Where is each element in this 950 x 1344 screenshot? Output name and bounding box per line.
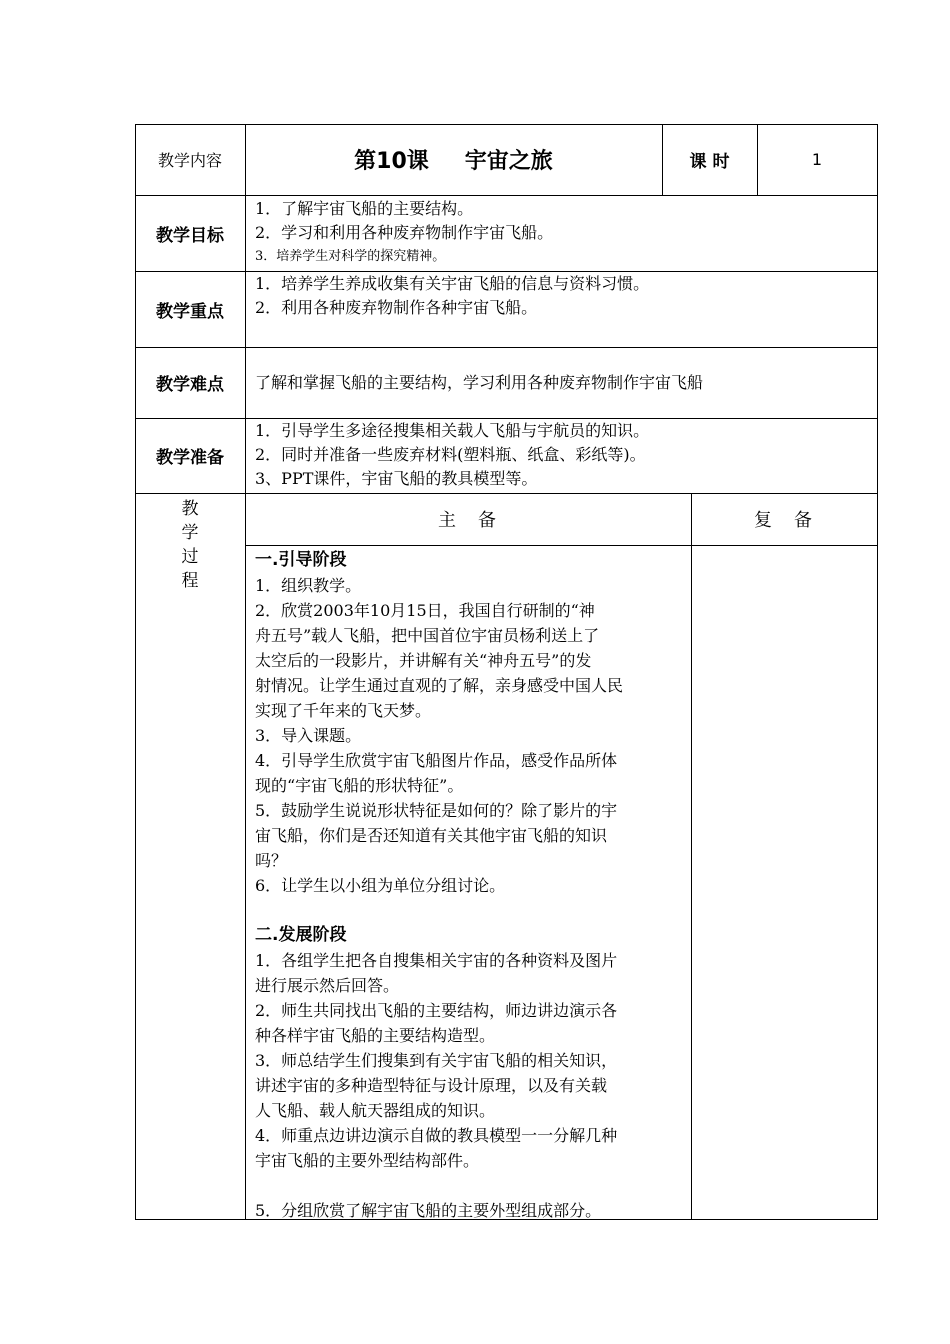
text-line: 2．欣赏2003年10月15日，我国自行研制的“神 — [255, 601, 595, 620]
list-item: 3．培养学生对科学的探究精神。 — [255, 249, 446, 264]
text-line: 3．师总结学生们搜集到有关宇宙飞船的相关知识， — [255, 1051, 618, 1070]
text-line: 吗？ — [255, 851, 288, 870]
text-line: 5．鼓励学生说说形状特征是如何的？除了影片的宇 — [255, 801, 618, 820]
text-line: 讲述宇宙的多种造型特征与设计原理，以及有关载 — [255, 1076, 608, 1095]
text-line: 舟五号”载人飞船，把中国首位宇宙员杨利送上了 — [255, 626, 600, 645]
text-line: 人飞船、载人航天器组成的知识。 — [255, 1101, 496, 1120]
text-line: 太空后的一段影片，并讲解有关“神舟五号”的发 — [255, 651, 592, 670]
text-line: 3．导入课题。 — [255, 726, 362, 745]
lesson-name: 宇宙之旅 — [464, 149, 553, 174]
preparation-list — [245, 419, 877, 493]
text-line: 种各样宇宙飞船的主要结构造型。 — [255, 1026, 496, 1045]
list-item: 2．同时并准备一些废弃材料(塑料瓶、纸盒、彩纸等)。 — [255, 445, 646, 464]
main-prep-content — [245, 546, 691, 1219]
text-line: 现的“宇宙飞船的形状特征”。 — [255, 776, 464, 795]
objectives-list — [245, 197, 877, 271]
key-points-label: 教学重点 — [156, 301, 224, 322]
lesson-plan-table — [135, 124, 878, 1220]
text-line: 6．让学生以小组为单位分组讨论。 — [255, 876, 506, 895]
list-item: 1．引导学生多途径搜集相关载人飞船与宇航员的知识。 — [255, 421, 650, 440]
main-prep-header: 主 备 — [438, 510, 498, 531]
review-prep-header: 复 备 — [754, 510, 814, 531]
lesson-title — [245, 124, 662, 195]
list-item: 2．学习和利用各种废弃物制作宇宙飞船。 — [255, 223, 554, 242]
section-title: 二.发展阶段 — [255, 925, 347, 945]
text-line: 2．师生共同找出飞船的主要结构，师边讲边演示各 — [255, 1001, 618, 1020]
list-item: 2．利用各种废弃物制作各种宇宙飞船。 — [255, 298, 538, 317]
review-prep-content — [691, 546, 877, 1219]
process-label: 教 学 过 程 — [181, 499, 199, 591]
text-line: 进行展示然后回答。 — [255, 976, 400, 995]
objectives-label: 教学目标 — [156, 225, 224, 246]
text-line: 射情况。让学生通过直观的了解，亲身感受中国人民 — [255, 676, 624, 695]
period-value: 1 — [811, 150, 823, 169]
difficulties-value: 了解和掌握飞船的主要结构，学习利用各种废弃物制作宇宙飞船 — [255, 372, 704, 392]
rule — [877, 124, 878, 1220]
text-line: 1．组织教学。 — [255, 576, 362, 595]
rule — [135, 195, 878, 196]
difficulties-label: 教学难点 — [156, 375, 224, 395]
list-item: 3、PPT课件，宇宙飞船的教具模型等。 — [255, 469, 538, 488]
difficulties-text — [245, 347, 877, 418]
list-item: 1．培养学生养成收集有关宇宙飞船的信息与资料习惯。 — [255, 274, 650, 293]
preparation-label: 教学准备 — [156, 448, 224, 468]
text-line: 4．师重点边讲边演示自做的教具模型一一分解几种 — [255, 1126, 618, 1145]
section-title: 一.引导阶段 — [255, 550, 347, 570]
list-item: 1．了解宇宙飞船的主要结构。 — [255, 199, 474, 218]
period-label: 课 时 — [689, 152, 730, 172]
text-line: 4．引导学生欣赏宇宙飞船图片作品，感受作品所体 — [255, 751, 618, 770]
lesson-number: 第10课 — [354, 149, 429, 174]
text-line: 5．分组欣赏了解宇宙飞船的主要外型组成部分。 — [255, 1201, 602, 1220]
text-line: 宇宙飞船的主要外型结构部件。 — [255, 1151, 480, 1170]
content-label: 教学内容 — [157, 151, 222, 170]
text-line: 宙飞船，你们是否还知道有关其他宇宙飞船的知识 — [255, 826, 608, 845]
text-line: 1．各组学生把各自搜集相关宇宙的各种资料及图片 — [255, 951, 618, 970]
text-line: 实现了千年来的飞天梦。 — [255, 701, 432, 720]
key-points-list — [245, 272, 877, 347]
